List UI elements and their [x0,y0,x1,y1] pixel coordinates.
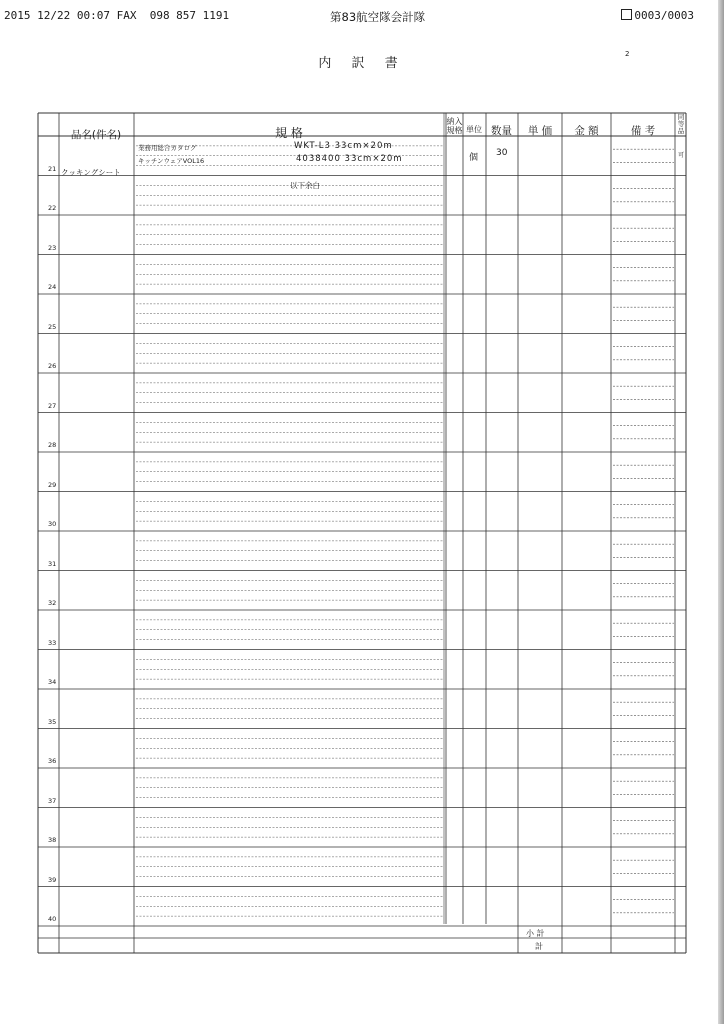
header-remarks: 備 考 [630,125,656,137]
row21-spec-name-2: キッチンウェアVOL16 [138,157,205,165]
row-number: 28 [48,441,57,449]
fax-page-count-text: 0003/0003 [634,9,694,22]
header-quantity: 数量 [491,125,512,137]
row-number: 36 [48,757,57,765]
row-number: 22 [48,204,57,212]
row-number: 40 [48,915,57,923]
row21-spec-note: 以下余白 [290,181,320,190]
row21-spec-code-2: 4038400 33cm×20m [296,154,403,164]
row-number: 24 [48,283,57,291]
total-label: 計 [535,942,543,951]
row-number: 31 [48,559,57,568]
row-number: 35 [48,717,57,726]
header-unit-price: 単 価 [527,125,553,137]
header-same-item: 同等品 [677,113,685,135]
header-amount: 金 額 [574,125,599,137]
row-number: 29 [48,480,57,489]
row-number: 32 [48,599,57,607]
row21-quantity: 30 [496,148,508,158]
header-spec: 規 格 [275,126,303,140]
page-mark: 2 [625,50,630,58]
fax-sender: 第83航空隊会計隊 [330,10,426,24]
row21-same-item-mark: 可 [678,152,685,159]
row-number: 27 [48,401,57,410]
row-number: 38 [48,836,57,844]
fax-timestamp: 2015 12/22 00:07 FAX 098 857 1191 [4,9,230,22]
row-number: 30 [48,520,57,528]
header-unit: 単位 [466,125,482,134]
row-number: 37 [48,796,57,805]
row-number: 33 [48,638,57,647]
row21-unit: 個 [469,153,479,163]
header-delivery-spec: 納入規格 [446,117,463,135]
subtotal-label: 小 計 [526,929,545,938]
row21-spec-name-1: 業務用総合カタログ [138,144,197,152]
row-number: 23 [48,243,57,252]
row-number: 25 [48,322,57,331]
row-number: 39 [48,875,57,884]
header-item-name: 品名(件名) [70,129,122,141]
row-number: 26 [48,362,57,370]
row-number: 21 [48,164,57,173]
row-number: 34 [48,678,57,686]
row21-item-name: クッキングシート [61,168,121,177]
document-title: 内 訳 書 [318,56,406,71]
row21-spec-code-1: WKT-L3 33cm×20m [294,141,393,151]
